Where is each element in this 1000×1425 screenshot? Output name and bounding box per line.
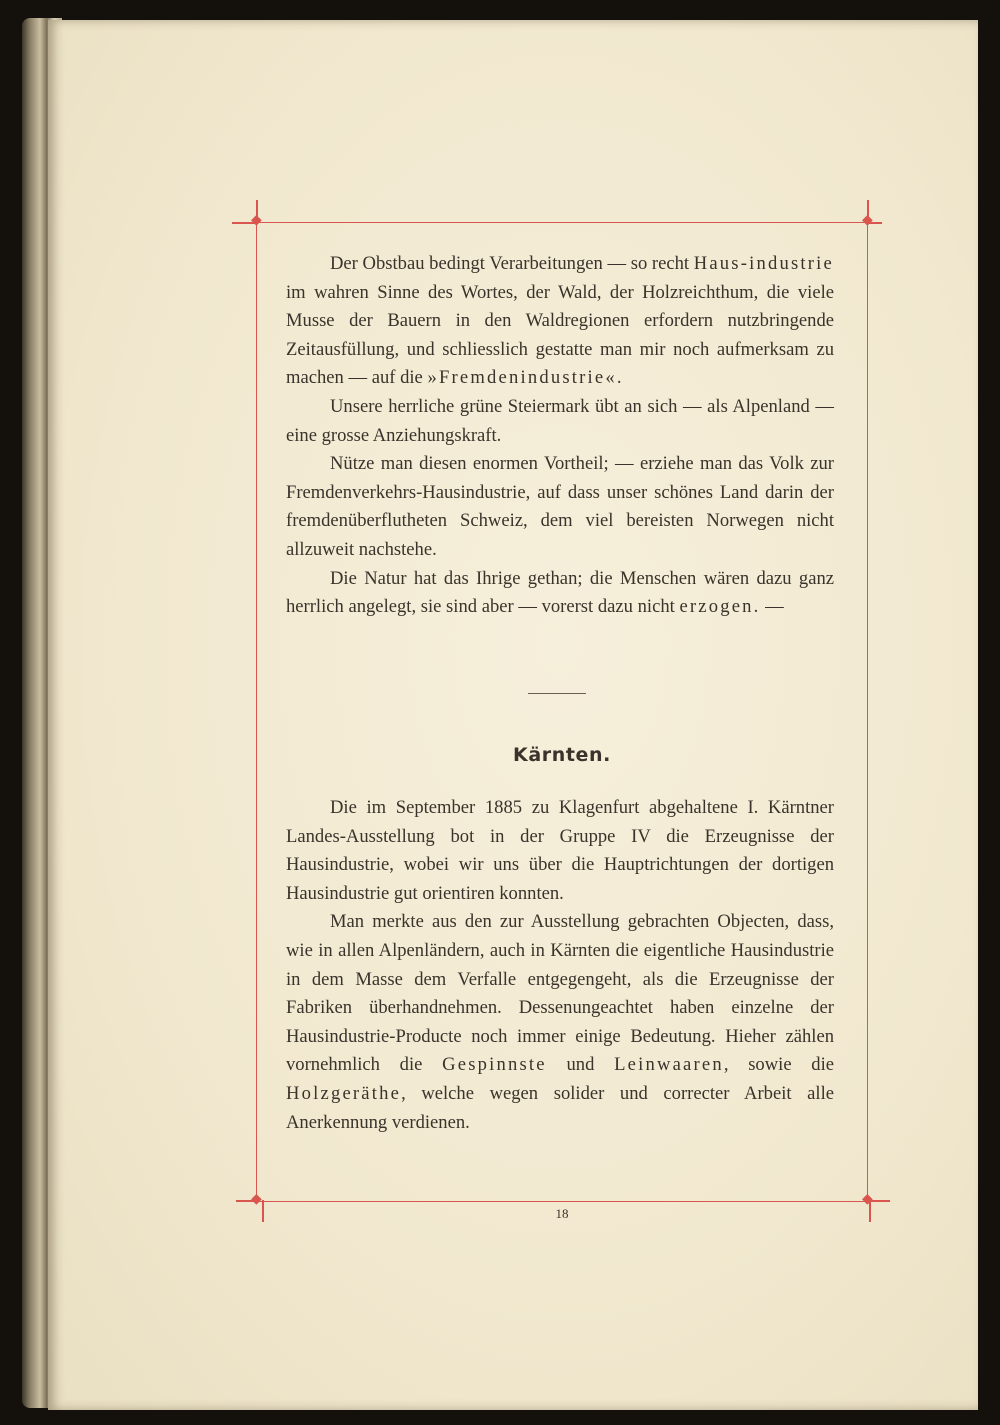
ornament-tl-icon: ◆ bbox=[251, 212, 262, 228]
page-number: 18 bbox=[555, 1206, 569, 1221]
paragraph-3: Nütze man diesen enormen Vortheil; — erziehe man das Volk zur Fremdenverkehrs-Hausindustrie, auf dass unser schönes Land darin der fremdenüberflutheten Schweiz, dem viel bereisten Norwegen nicht allzuweit nachstehe. bbox=[286, 453, 834, 560]
ornament-bl-icon: ◆ bbox=[251, 1191, 262, 1207]
text-block-upper bbox=[286, 250, 834, 622]
paragraph-6: Man merkte aus den zur Ausstellung gebrachten Objecten, dass, wie in allen Alpenländern, auch in Kärnten die eigentliche Hausindustrie in dem Masse dem Verfalle entgegengeht, als die Erzeugnisse der Fabriken überhandnehmen. Dessenungeachtet haben einzelne der Hausindustrie-Producte noch immer einige Bedeutung. Hieher zählen vornehmlich die Gespinnste und Leinwaaren, sowie die Holzgeräthe, welche wegen solider und correcter Arbeit alle Anerkennung verdienen. bbox=[286, 911, 834, 1133]
section-divider bbox=[528, 693, 586, 694]
paragraph-4: Die Natur hat das Ihrige gethan; die Menschen wären dazu ganz herrlich angelegt, sie sind aber — vorerst dazu nicht erzogen. — bbox=[286, 567, 834, 618]
text-block-lower bbox=[286, 794, 834, 1137]
paragraph-1: Der Obstbau bedingt Verarbeitungen — so recht Haus-industrie im wahren Sinne des Wortes, der Wald, der Holzreichthum, die viele Musse der Bauern in den Waldregionen erfordern nutzbringende Zeitausfüllung, und schliesslich gestatte man mir noch aufmerksam zu machen — auf die »Fremdenindustrie«. bbox=[286, 253, 834, 389]
section-heading: Kärnten. bbox=[513, 744, 611, 766]
ornament-br-icon: ◆ bbox=[862, 1191, 873, 1207]
paragraph-5: Die im September 1885 zu Klagenfurt abgehaltene I. Kärntner Landes-Ausstellung bot in der Gruppe IV die Erzeugnisse der Hausindustrie, wobei wir uns über die Hauptrichtungen der dortigen Hausindustrie gut orientiren konnten. bbox=[286, 797, 834, 904]
ornament-tr-icon: ◆ bbox=[862, 212, 873, 228]
paragraph-2: Unsere herrliche grüne Steiermark übt an sich — als Alpenland — eine grosse Anziehungskraft. bbox=[286, 395, 834, 446]
